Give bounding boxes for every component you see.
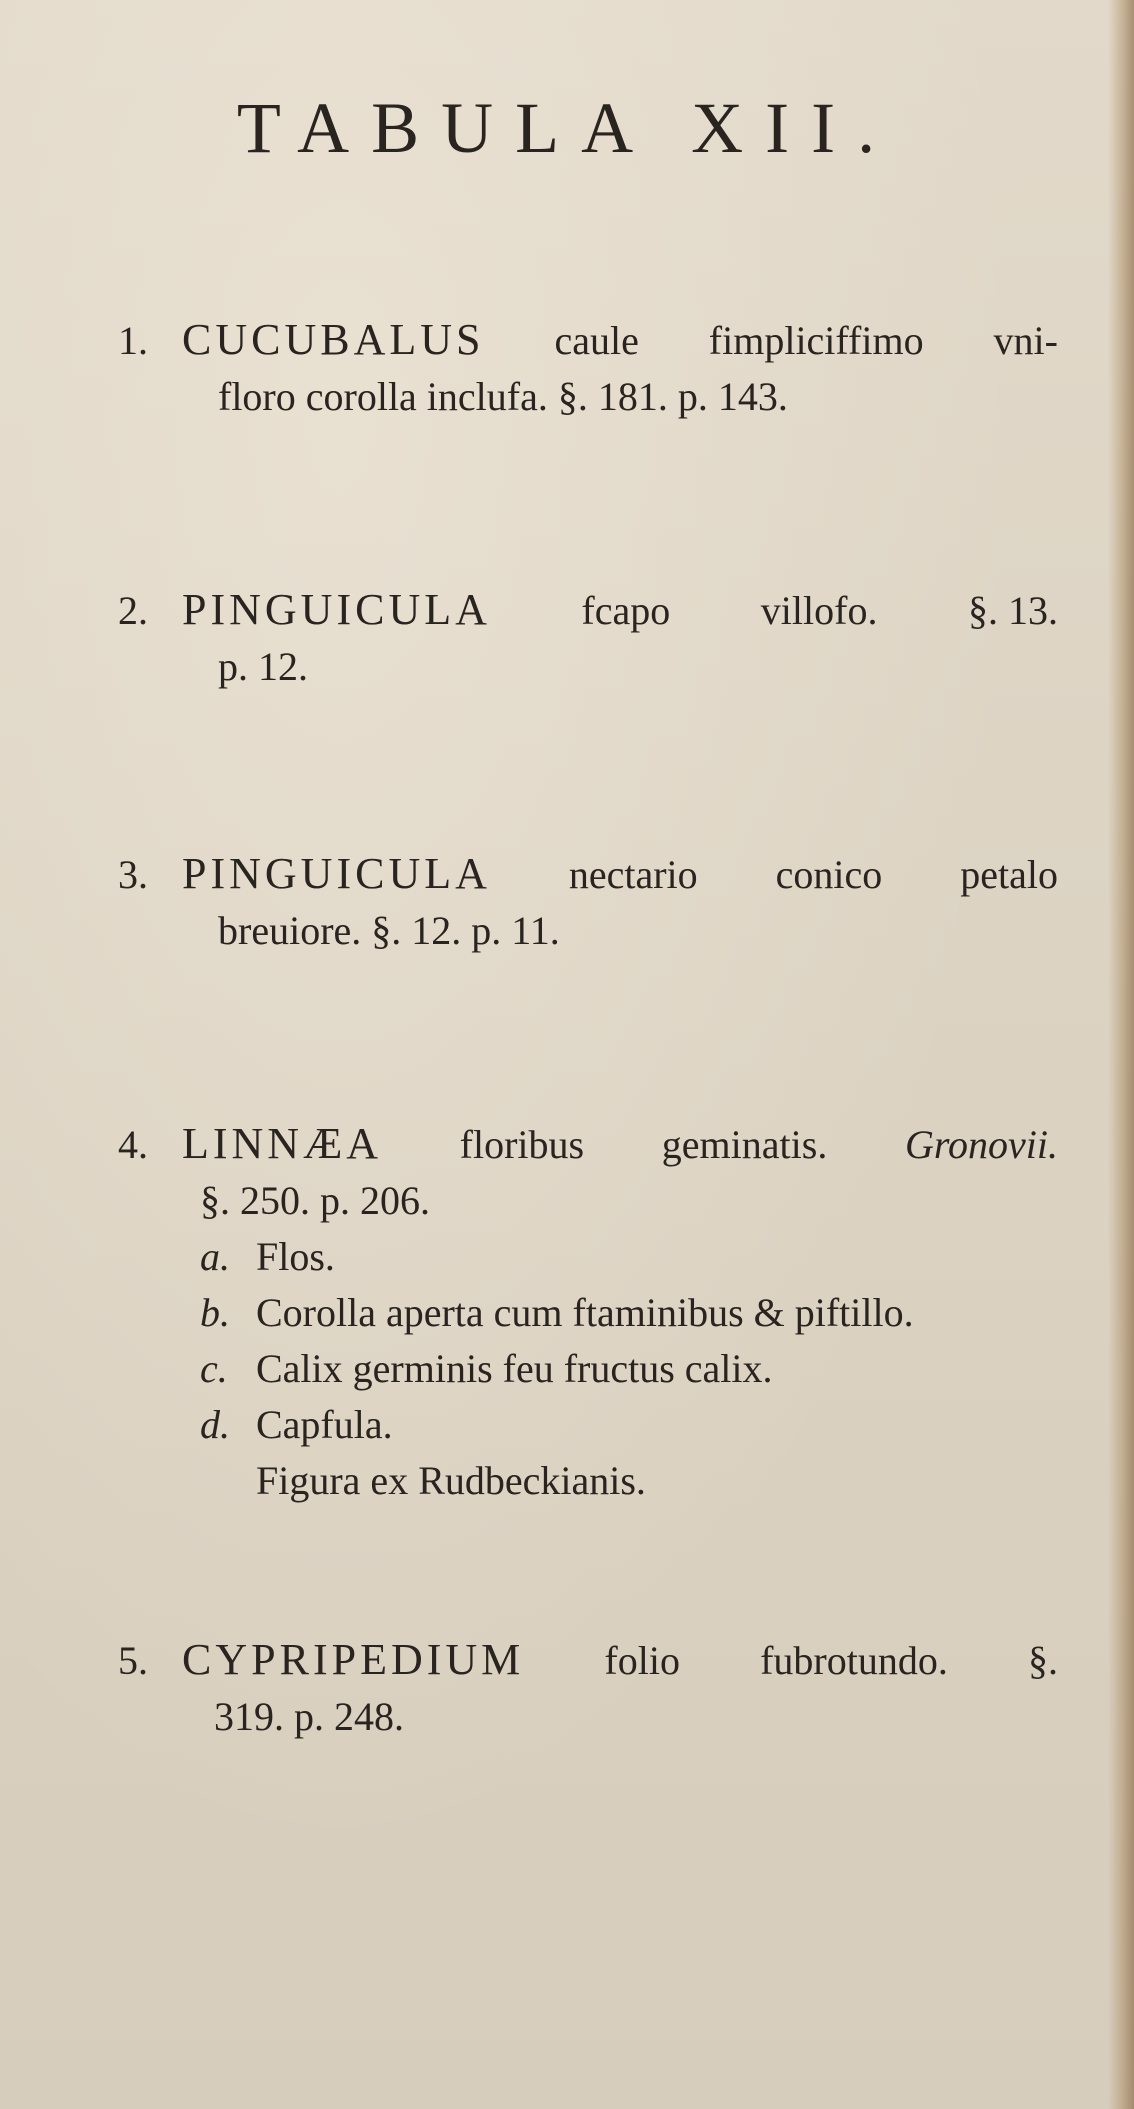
entry-text-word: nectario (568, 852, 698, 897)
entry-4-line-1 (118, 1116, 1058, 1173)
entry-4 (118, 1116, 1058, 1509)
entry-text-word: petalo (960, 852, 1058, 897)
entry-2-line-1 (118, 582, 1058, 639)
entry-3 (118, 846, 1058, 959)
figure-part (118, 1285, 1058, 1341)
figure-part (118, 1341, 1058, 1397)
figure-part-letter: a. (200, 1234, 230, 1279)
entry-text-word: geminatis. (661, 1122, 828, 1167)
entry-text-word: conico (775, 852, 883, 897)
entry-text-word: fimpliciffimo (708, 318, 924, 363)
entry-5-line-1 (118, 1632, 1058, 1689)
page-gutter-shadow (1108, 0, 1134, 2109)
entry-1-line-2: floro corolla inclufa. §. 181. p. 143. (218, 374, 788, 419)
figure-part-letter: c. (200, 1346, 228, 1391)
figure-part-text: Calix germinis feu fructus calix. (256, 1346, 773, 1391)
entry-1-line-1 (118, 312, 1058, 369)
entry-3-line-2: breuiore. §. 12. p. 11. (218, 908, 560, 953)
genus-name: CUCUBALUS (182, 315, 485, 364)
entry-4-line-2: §. 250. p. 206. (200, 1178, 430, 1223)
figure-source-note: Figura ex Rudbeckianis. (256, 1458, 646, 1503)
figure-part-letter: d. (200, 1402, 230, 1447)
entry-5-line-2: 319. p. 248. (214, 1694, 404, 1739)
figure-part-text: Corolla aperta cum ftaminibus & piftillo. (256, 1290, 914, 1335)
entry-1 (118, 312, 1058, 425)
entry-number: 2. (118, 588, 148, 633)
page-title: TABULA XII. (236, 88, 898, 168)
entry-text-word: floribus (459, 1122, 585, 1167)
entry-text-word: vni- (993, 318, 1058, 363)
entry-text-word: §. 13. (967, 588, 1058, 633)
entry-5 (118, 1632, 1058, 1745)
entry-3-line-1 (118, 846, 1058, 903)
entry-text-word: caule (554, 318, 639, 363)
entry-text-word-italic: Gronovii. (905, 1122, 1058, 1167)
entry-2 (118, 582, 1058, 695)
entry-number: 4. (118, 1122, 148, 1167)
figure-part-text: Capfula. (256, 1402, 393, 1447)
entry-text-word: §. (1027, 1638, 1058, 1683)
figure-part (118, 1229, 1058, 1285)
entry-text-word: fcapo (581, 588, 671, 633)
genus-name: LINNÆA (182, 1119, 382, 1168)
figure-part-letter: b. (200, 1290, 230, 1335)
entry-text-word: fubrotundo. (760, 1638, 948, 1683)
entry-number: 5. (118, 1638, 148, 1683)
entry-number: 3. (118, 852, 148, 897)
figure-part-text: Flos. (256, 1234, 335, 1279)
genus-name: PINGUICULA (182, 585, 491, 634)
entry-text-word: villofo. (760, 588, 878, 633)
entry-number: 1. (118, 318, 148, 363)
genus-name: CYPRIPEDIUM (182, 1635, 525, 1684)
entry-2-line-2: p. 12. (218, 644, 308, 689)
figure-part (118, 1397, 1058, 1453)
genus-name: PINGUICULA (182, 849, 491, 898)
entry-text-word: folio (604, 1638, 680, 1683)
